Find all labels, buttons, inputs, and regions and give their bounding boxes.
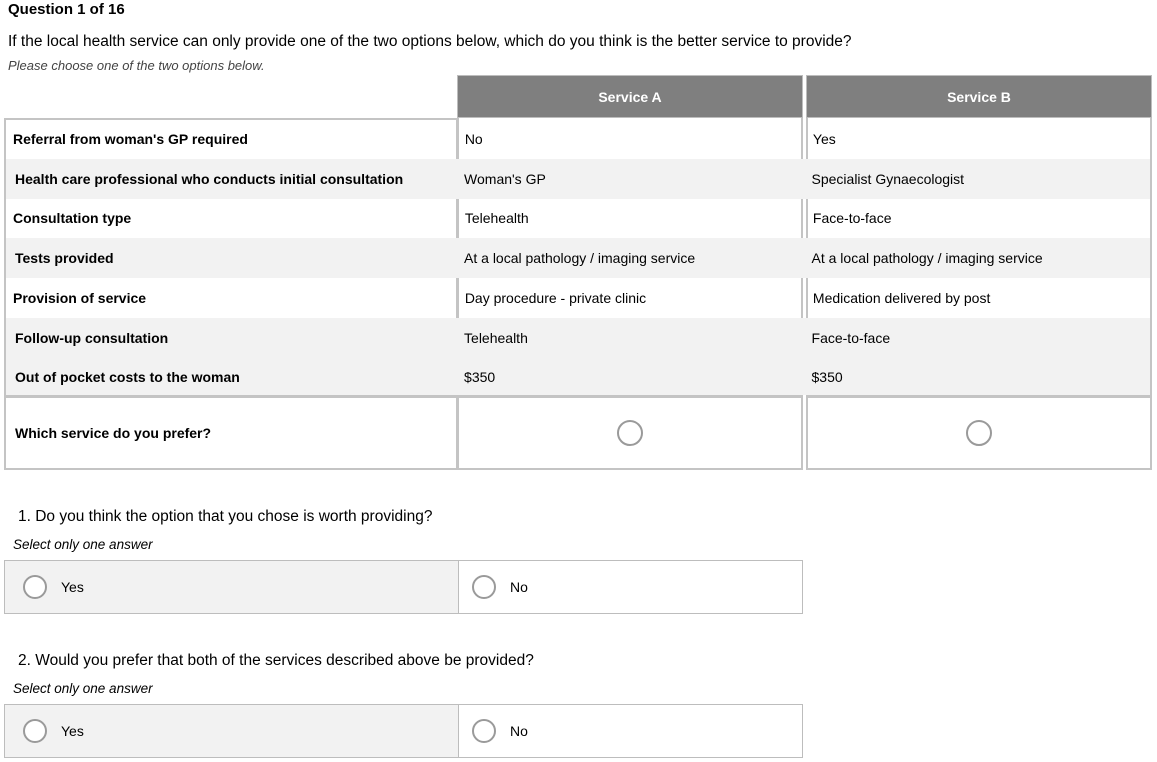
- followup-2-yes-radio[interactable]: [23, 719, 47, 743]
- service-b-header-label: Service B: [947, 88, 1011, 105]
- service-a-header: [457, 75, 803, 118]
- table-row: [4, 198, 1152, 238]
- table-row: [6, 318, 1150, 358]
- service-a-value: No: [464, 131, 483, 147]
- table-row: [4, 119, 1152, 159]
- service-a-value: Telehealth: [464, 210, 529, 226]
- prefer-service-a-radio[interactable]: [617, 420, 643, 446]
- prefer-service-b-cell[interactable]: [806, 396, 1152, 470]
- attribute-label: Follow-up consultation: [15, 330, 169, 346]
- prefer-label-cell: [4, 396, 458, 470]
- service-a-header-label: Service A: [598, 88, 662, 105]
- service-b-value: Face-to-face: [812, 210, 892, 226]
- table-row: [6, 358, 1150, 395]
- service-a-value: Day procedure - private clinic: [464, 290, 647, 306]
- question-hint: Please choose one of the two options below.: [8, 58, 265, 73]
- followup-2-no-option[interactable]: [458, 704, 803, 758]
- service-a-value: Woman's GP: [464, 171, 546, 187]
- attribute-label: Referral from woman's GP required: [13, 131, 248, 147]
- question-text: If the local health service can only provide one of the two options below, which do you think is the better service to provide?: [8, 33, 852, 50]
- service-b-value: Specialist Gynaecologist: [811, 171, 965, 187]
- service-b-value: Yes: [812, 131, 836, 147]
- followup-1-yes-label: Yes: [61, 579, 84, 595]
- attribute-label: Out of pocket costs to the woman: [15, 368, 240, 385]
- followup-1-question: 1. Do you think the option that you chose is worth providing?: [18, 508, 433, 525]
- followup-2-no-radio[interactable]: [472, 719, 496, 743]
- followup-1-yes-radio[interactable]: [23, 575, 47, 599]
- service-a-value: Telehealth: [464, 330, 528, 346]
- followup-1-hint: Select only one answer: [13, 537, 153, 552]
- followup-2-no-label: No: [510, 723, 528, 739]
- attribute-label: Provision of service: [13, 290, 147, 306]
- service-a-value: At a local pathology / imaging service: [464, 250, 696, 266]
- service-b-header: [806, 75, 1152, 118]
- service-a-value: $350: [464, 368, 496, 385]
- service-b-value: Face-to-face: [811, 330, 891, 346]
- attribute-label: Consultation type: [13, 210, 132, 226]
- followup-1-no-label: No: [510, 579, 528, 595]
- followup-1-no-option[interactable]: [458, 560, 803, 614]
- attribute-label: Health care professional who conducts initial consultation: [15, 171, 404, 187]
- followup-2-hint: Select only one answer: [13, 681, 153, 696]
- followup-2-yes-label: Yes: [61, 723, 84, 739]
- service-b-value: Medication delivered by post: [812, 290, 991, 306]
- question-title: Question 1 of 16: [8, 1, 125, 18]
- service-b-value: At a local pathology / imaging service: [811, 250, 1043, 266]
- prefer-service-b-radio[interactable]: [966, 420, 992, 446]
- service-b-value: $350: [811, 368, 843, 385]
- attribute-label: Tests provided: [15, 250, 114, 266]
- table-row: [6, 238, 1150, 278]
- prefer-service-a-cell[interactable]: [457, 396, 803, 470]
- followup-2-yes-option[interactable]: [4, 704, 459, 758]
- table-row: [4, 278, 1152, 318]
- followup-2-question: 2. Would you prefer that both of the services described above be provided?: [18, 652, 534, 669]
- prefer-label: Which service do you prefer?: [15, 425, 212, 441]
- followup-1-no-radio[interactable]: [472, 575, 496, 599]
- followup-1-yes-option[interactable]: [4, 560, 459, 614]
- attributes-table: [4, 118, 1152, 397]
- table-row: [6, 159, 1150, 199]
